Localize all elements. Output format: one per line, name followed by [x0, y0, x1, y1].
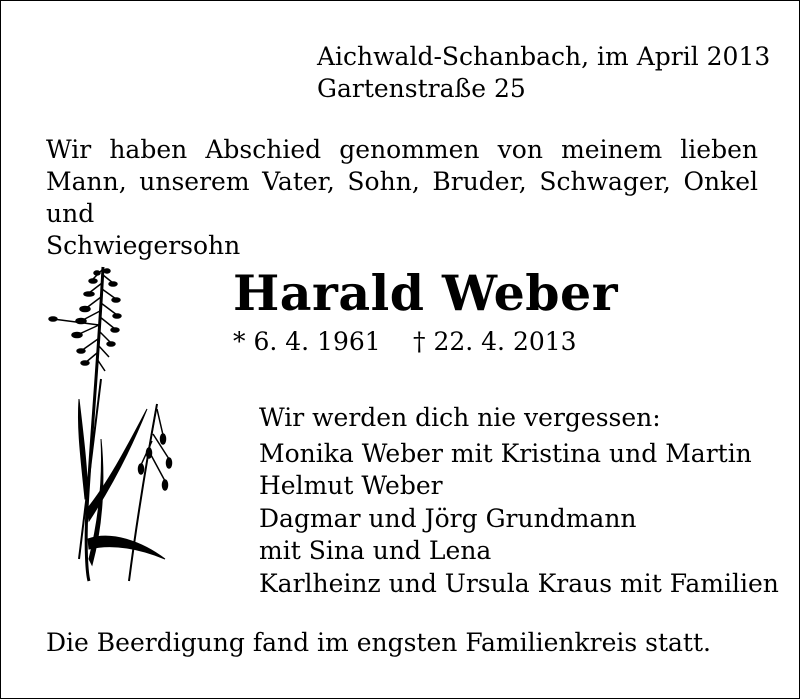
intro-line-3: Schwiegersohn	[46, 231, 241, 260]
mourner-line: Karlheinz und Ursula Kraus mit Familien	[259, 568, 779, 598]
header-block	[317, 41, 770, 105]
intro-line-2: Mann, unserem Vater, Sohn, Bruder, Schwager, Onkel und	[46, 167, 758, 228]
life-dates	[233, 327, 577, 357]
place-date: Aichwald-Schanbach, im April 2013	[317, 42, 771, 71]
mourners-lead: Wir werden dich nie vergessen:	[259, 403, 661, 432]
mourner-line: mit Sina und Lena	[259, 536, 492, 566]
mourner-line: Dagmar und Jörg Grundmann	[259, 503, 637, 533]
funeral-note: Die Beerdigung fand im engsten Familienkreis statt.	[46, 628, 711, 657]
deceased-name: Harald Weber	[233, 264, 619, 322]
address: Gartenstraße 25	[317, 74, 526, 103]
grass-plant-icon	[41, 259, 181, 589]
mourners-block	[259, 402, 779, 601]
mourner-line: Monika Weber mit Kristina und Martin	[259, 438, 752, 468]
intro-line-1: Wir haben Abschied genommen von meinem lieben	[46, 135, 758, 164]
mourner-line: Helmut Weber	[259, 471, 443, 501]
death-date: † 22. 4. 2013	[413, 327, 577, 356]
birth-date: * 6. 4. 1961	[233, 327, 381, 356]
intro-text	[46, 134, 758, 262]
